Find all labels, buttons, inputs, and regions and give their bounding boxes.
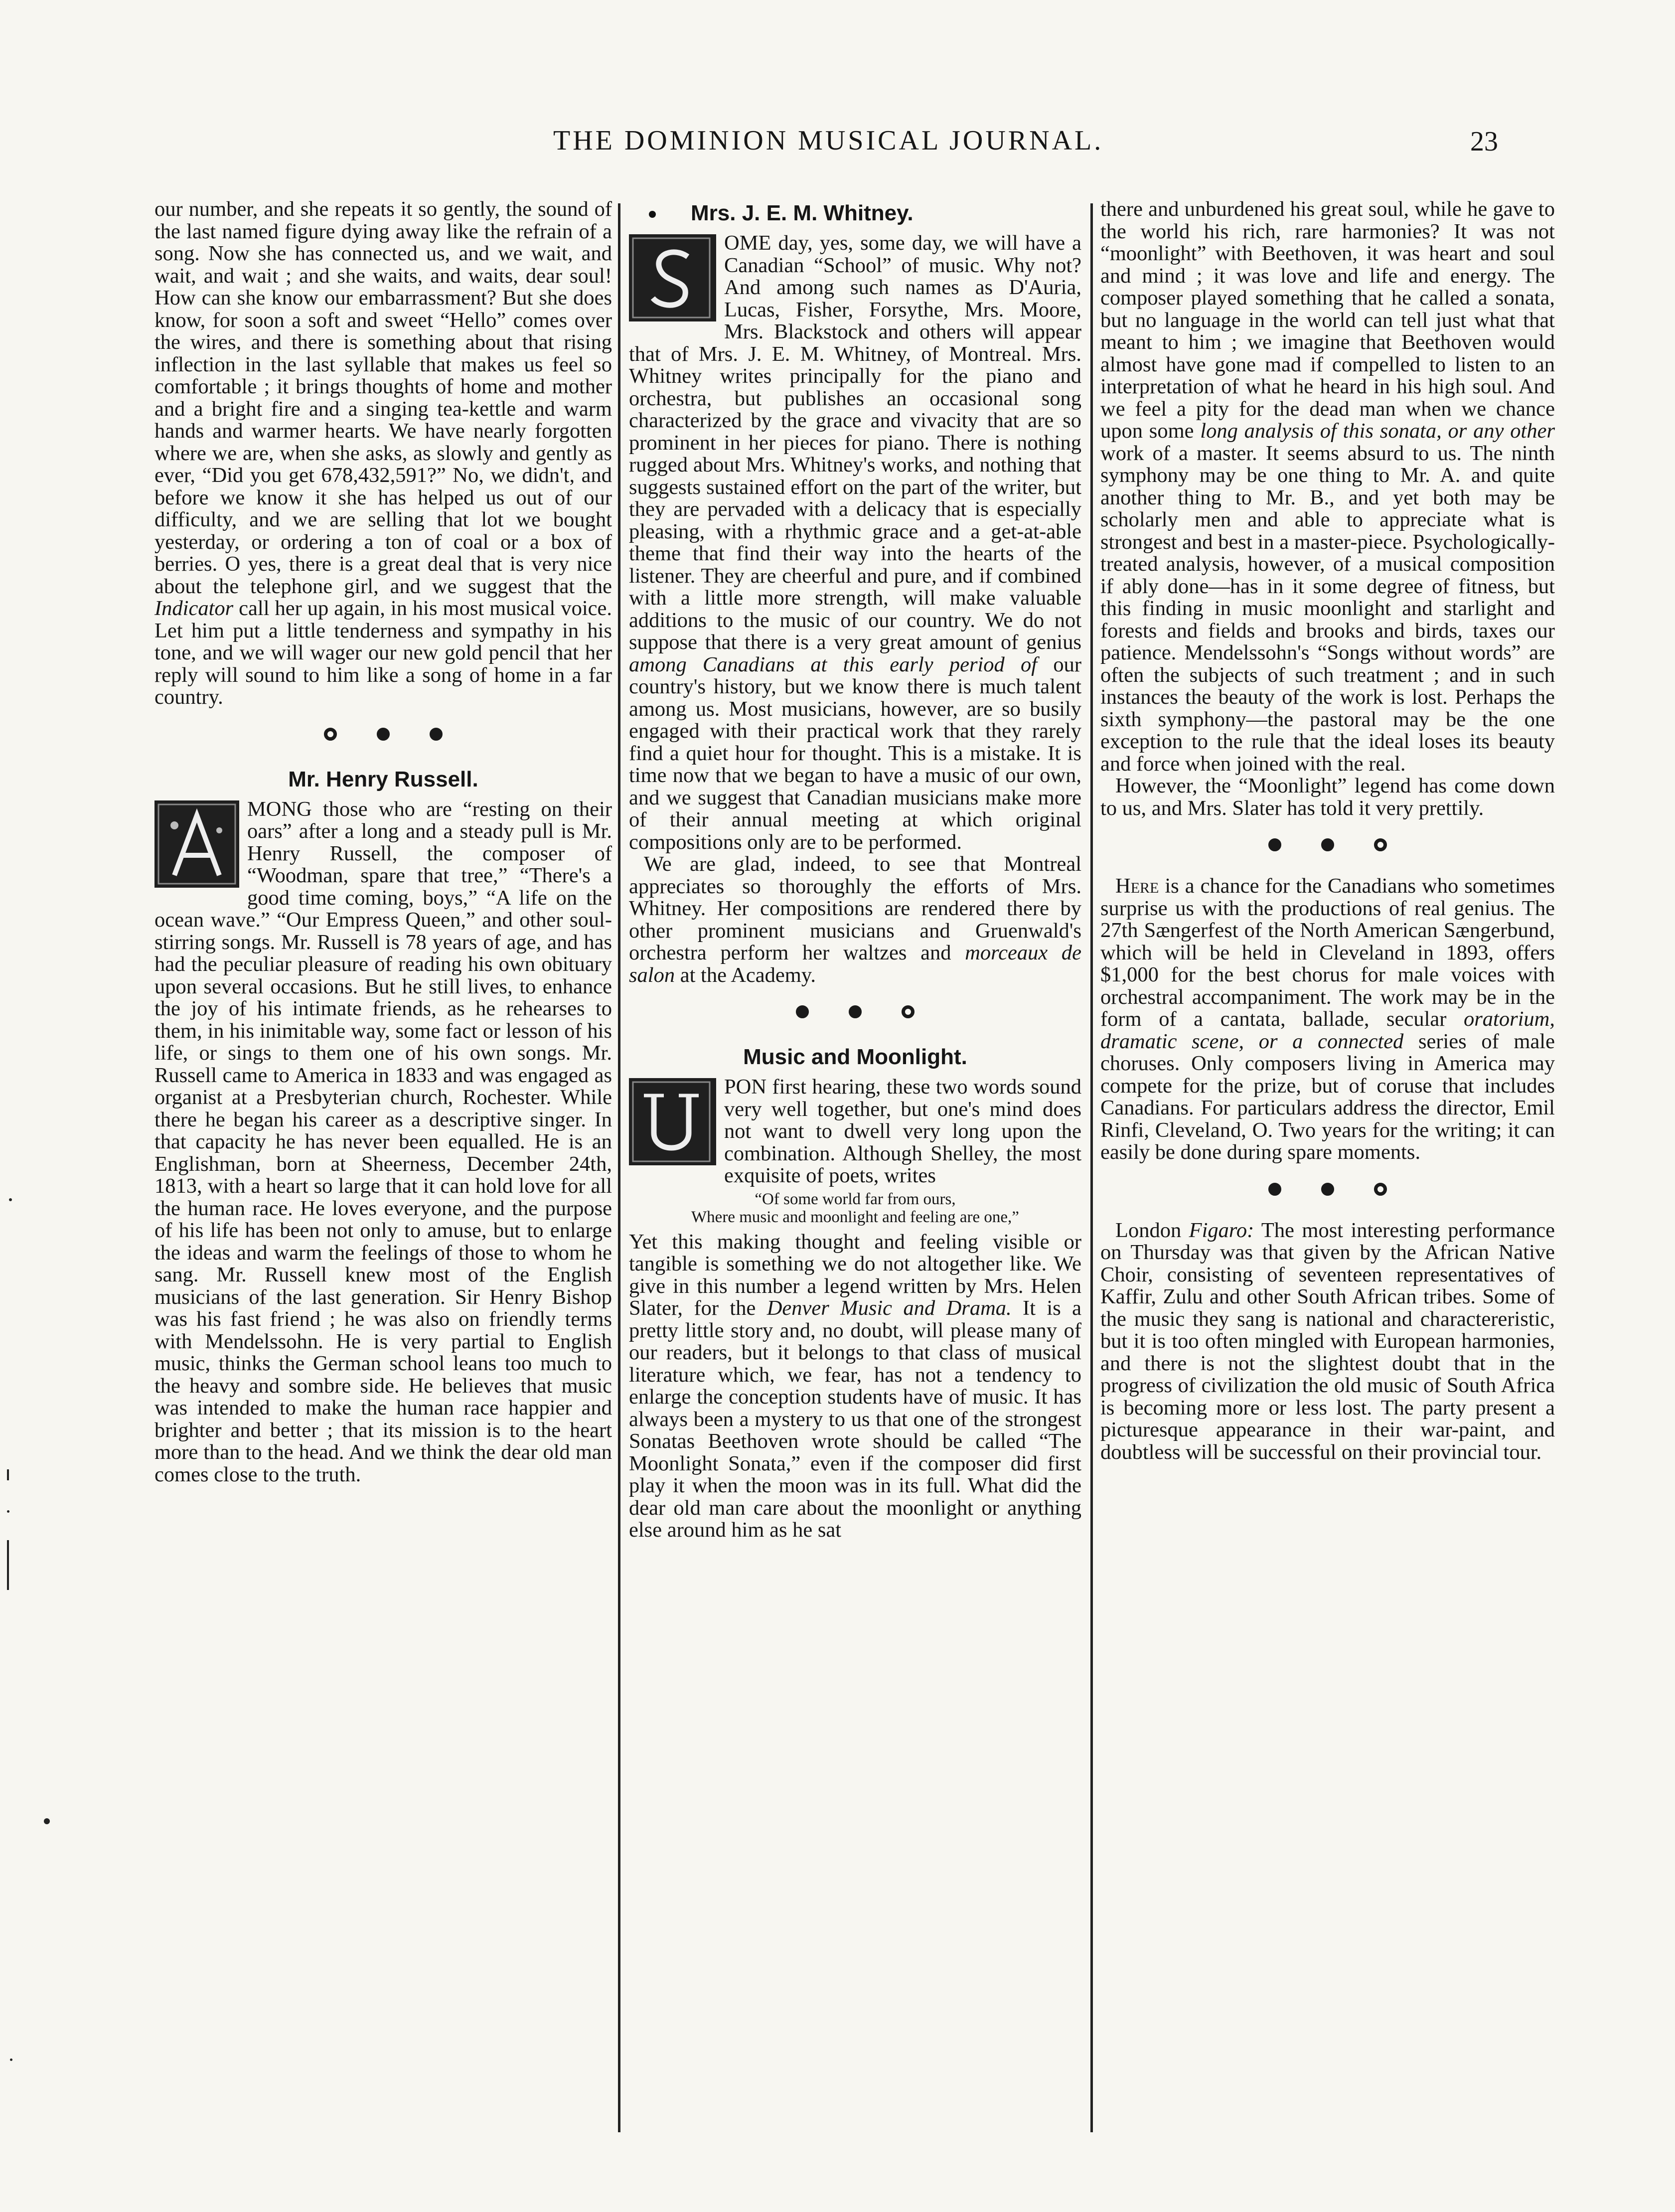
moonlight-paragraph-2: Yet this making thought and feeling visible or tangible is something we do not altogether like. We give in this number a legend written by Mrs. Helen Slater, for the Denver Music and Drama. It is a pretty little story and, no doubt, will please many of our readers, but it belongs to that class of musical literature which, we fear, has not a tendency to enlarge the conception students have of music. It has always been a mystery to us that one of the strongest Sonatas Beethoven wrote should be called “The Moonlight Sonata,” even if the composer did first play it when the moon was in its full. What did the dear old man care about the moonlight or anything else around him as he sat: [629, 1230, 1081, 1542]
margin-mark: [10, 2058, 12, 2061]
moonlight-paragraph-1: PON first hearing, these two words sound very well together, but one's mind does not want to dwell very long upon the combination. Although Shelley, the most exquisite of poets, writes: [724, 1075, 1081, 1187]
running-head: THE DOMINION MUSICAL JOURNAL.: [553, 125, 1104, 156]
column-2: [629, 198, 1081, 1542]
margin-mark: [9, 1198, 12, 1201]
telephone-girl-paragraph: our number, and she repeats it so gently, the sound of the last named figure dying away like the refrain of a song. Now she has connected us, and we wait, and wait, and wait ; and she waits, and waits, dear soul! How can she know our embarrassment? But she does know, for soon a soft and sweet “Hello” comes over the wires, and there is something about that rising inflection in the last syllable that makes us feel so comfortable ; it brings thoughts of home and mother and a bright fire and a singing tea-kettle and warm hands and warmer hearts. We have nearly forgotten where we are, when she asks, as slowly and gently as ever, “Did you get 678,432,591?” No, we didn't, and before we know it she has helped us out of our difficulty, and we are selling that lot we bought yesterday, or ordering a ton of coal or a box of berries. O yes, there is a great deal that is very nice about the telephone girl, and we suggest that the Indicator call her up again, in his most musical voice. Let him put a little tenderness and sympathy in his tone, and we will wager our new gold pencil that her reply will sound to him like a song of home in a far country.: [154, 197, 612, 709]
section-ornament: [1100, 832, 1555, 862]
page-number: 23: [1470, 126, 1498, 157]
shelley-quote: [629, 1190, 1081, 1226]
heading-music-and-moonlight: Music and Moonlight.: [743, 1045, 967, 1069]
column-rule-right: [1090, 203, 1093, 2132]
margin-mark: [44, 1818, 50, 1824]
legend-paragraph: However, the “Moonlight” legend has come down to us, and Mrs. Slater has told it very prettily.: [1100, 774, 1555, 820]
page-header: [0, 125, 1675, 164]
column-rule-left: [618, 203, 620, 2132]
beethoven-paragraph: there and unburdened his great soul, while he gave to the world his rich, rare harmonies? It was not “moonlight” with Beethoven, it was heart and soul and mind ; it was love and life and energy. The composer played something that he called a sonata, but no language in the world can tell just what that meant to him ; we imagine that Beethoven would almost have gone mad if compelled to listen to an interpretation of what he heard in his high soul. And we feel a pity for the dead man when we chance upon some long analysis of this sonata, or any other work of a master. It seems absurd to us. The ninth symphony may be one thing to Mr. A. and quite another thing to Mr. B., and yet both may be scholarly men and able to appreciate what is strongest and best in a master-piece. Psychologically-treated analysis, however, of a musical composition if ably done—has in it some degree of fitness, but this finding in music moonlight and starlight and forests and fields and brooks and birds, taxes our patience. Mendelssohn's “Songs without words” are often the subjects of such treatment ; and in such instances the beauty of the work is lost. Perhaps the sixth symphony—the pastoral may be the one exception to the rule that the ideal loses its beauty and force when joined with the real.: [1100, 197, 1555, 776]
margin-mark: [7, 1510, 9, 1513]
henry-russell-paragraph: MONG those who are “resting on their oars” after a long and a steady pull is Mr. Henry Russell, the composer of “Woodman, spare that tree,” “There's a good time coming, boys,” “A life on the ocean wave.” “Our Empress Queen,” and other soul-stirring songs. Mr. Russell is 78 years of age, and has had the peculiar pleasure of reading his own obituary upon several occasions. But he still lives, to enhance the joy of his intimate friends, as he rehearses to them, in his inimitable way, some fact or lesson of his life, or sings to them one of his own songs. Mr. Russell came to America in 1833 and was engaged as organist at a Presbyterian church, Rochester. While there he began his career as a descriptive singer. In that capacity he has never been equalled. He is an Englishman, born at Sheerness, December 24th, 1813, with a heart so large that it can hold love for all the human race. He loves everyone, and the purpose of his life has been not only to amuse, but to enlarge the ideas and warm the feelings of those to whom he sang. Mr. Russell knew most of the English musicians of the last generation. Sir Henry Bishop was his fast friend ; he was also on friendly terms with Mendelssohn. He is very partial to English music, thinks the German school leans too much to the heavy and sombre side. He believes that music was intended to make the human race happier and brighter and better ; that its mission is to the heart more than to the head. And we think the dear old man comes close to the truth.: [154, 797, 612, 1486]
dropcap-s-icon: [629, 234, 716, 321]
quote-line: Where music and moonlight and feeling are one,”: [691, 1208, 1019, 1226]
dropcap-u-icon: [629, 1078, 716, 1165]
dropcap-a-icon: [154, 800, 239, 888]
african-choir-paragraph: London Figaro: The most interesting performance on Thursday was that given by the African Native Choir, consisting of seventeen representatives of Kaffir, Zulu and other South African tribes. Some of the music they sang is national and charactereristic, but it is too often mingled with European harmonies, and there is not the slightest doubt that in the progress of civilization the old music of South Africa is becoming more or less lost. The party present a picturesque appearance in their war-paint, and doubtless will be successful on their provincial tour.: [1100, 1218, 1555, 1464]
whitney-paragraph-1: OME day, yes, some day, we will have a Canadian “School” of music. Why not? And among such names as D'Auria, Lucas, Fisher, Forsythe, Mrs. Moore, Mrs. Blackstock and others will appear that of Mrs. J. E. M. Whitney, of Montreal. Mrs. Whitney writes principally for the piano and orchestra, but publishes an occasional song characterized by the grace and vivacity that are so prominent in her pieces for piano. There is nothing rugged about Mrs. Whitney's works, and nothing that suggests sustained effort on the part of the writer, but they are pervaded with a delicacy that is especially pleasing, with a rhythmic grace and a get-at-able theme that find their way into the hearts of the listener. They are cheerful and pure, and if combined with a little more strength, will make valuable additions to the music of our country. We do not suppose that there is a very great amount of genius among Canadians at this early period of our country's history, but we know there is much talent among us. Most musicians, however, are so busily engaged with their practical work that they rarely find a quiet hour for thought. This is a mistake. It is time now that we began to have a music of our own, and we suggest that Canadian musicians make more of their annual meeting at which original compositions only are to be performed.: [629, 231, 1081, 854]
section-ornament: [629, 999, 1081, 1029]
quote-line: “Of some world far from ours,: [755, 1190, 956, 1208]
bullet-icon: [649, 211, 656, 218]
section-ornament: [154, 722, 612, 752]
column-3: [1100, 198, 1555, 1463]
section-ornament: [1100, 1177, 1555, 1207]
whitney-paragraph-2: We are glad, indeed, to see that Montreal appreciates so thoroughly the efforts of Mrs. Whitney. Her compositions are rendered there by other prominent musicians and Gruenwald's orchestra perform her waltzes and morceaux de salon at the Academy.: [629, 852, 1081, 987]
column-1: [154, 198, 612, 1486]
saengerfest-paragraph: Here is a chance for the Canadians who sometimes surprise us with the productions of real genius. The 27th Sængerfest of the North American Sængerbund, which will be held in Cleveland in 1893, offers $1,000 for the best chorus for male voices with orchestral accompaniment. The work may be in the form of a cantata, ballade, secular oratorium, dramatic scene, or a connected series of male choruses. Only composers living in America may compete for the prize, but of coruse that includes Canadians. For particulars address the director, Emil Rinfi, Cleveland, O. Two years for the writing; it can easily be done during spare moments.: [1100, 874, 1555, 1164]
margin-mark: [7, 1540, 9, 1590]
margin-mark: [7, 1469, 9, 1480]
heading-henry-russell: Mr. Henry Russell.: [288, 767, 478, 791]
heading-whitney: Mrs. J. E. M. Whitney.: [629, 198, 1081, 228]
